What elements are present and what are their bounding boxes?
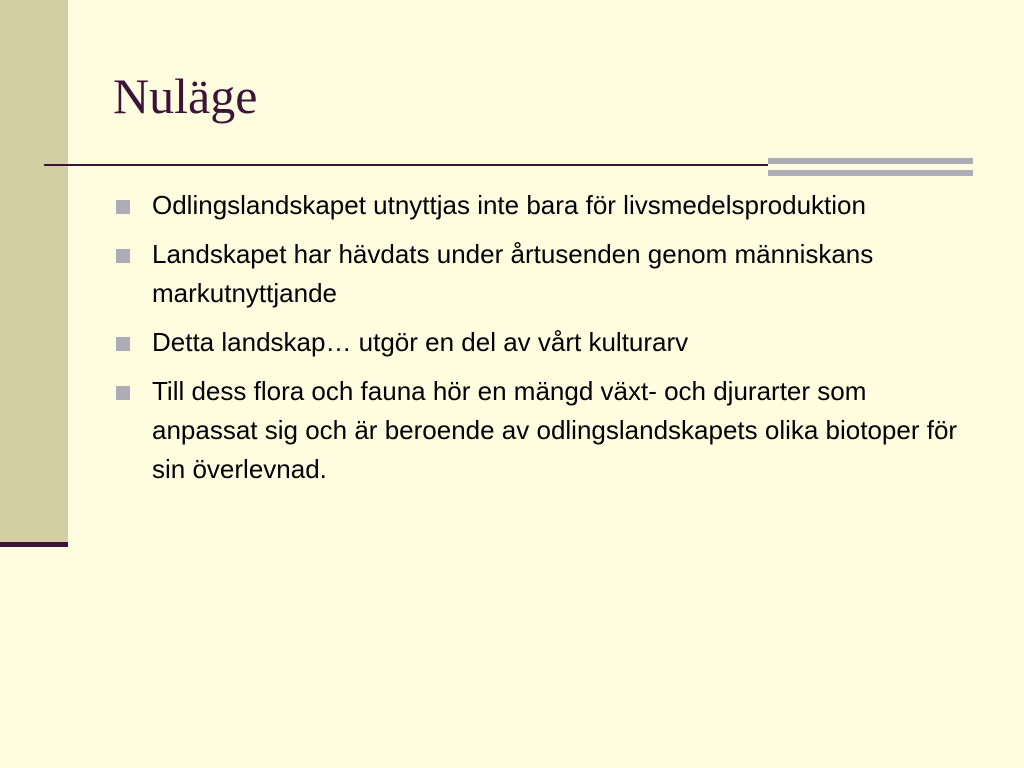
list-item bbox=[113, 323, 973, 362]
bullet-text: Odlingslandskapet utnyttjas inte bara för livsmedelsproduktion bbox=[152, 190, 866, 220]
left-decorative-band bbox=[0, 0, 68, 544]
accent-bar-bottom bbox=[768, 170, 973, 176]
left-band-rule bbox=[0, 542, 68, 547]
square-bullet-icon bbox=[116, 249, 130, 263]
list-item bbox=[113, 235, 973, 313]
slide-title: Nuläge bbox=[113, 68, 258, 124]
accent-bars bbox=[768, 158, 973, 180]
square-bullet-icon bbox=[116, 386, 130, 400]
accent-bar-top bbox=[768, 158, 973, 164]
list-item bbox=[113, 372, 973, 489]
square-bullet-icon bbox=[116, 337, 130, 351]
title-underline bbox=[44, 164, 768, 166]
list-item bbox=[113, 186, 973, 225]
bullet-text: Landskapet har hävdats under årtusenden genom människans markutnyttjande bbox=[152, 239, 874, 308]
bullet-text: Till dess flora och fauna hör en mängd växt- och djurarter som anpassat sig och är beroende av odlingslandskapets olika biotoper för sin överlevnad. bbox=[152, 376, 958, 484]
bullet-text: Detta landskap… utgör en del av vårt kulturarv bbox=[152, 327, 689, 357]
square-bullet-icon bbox=[116, 200, 130, 214]
bullet-list bbox=[113, 186, 973, 499]
